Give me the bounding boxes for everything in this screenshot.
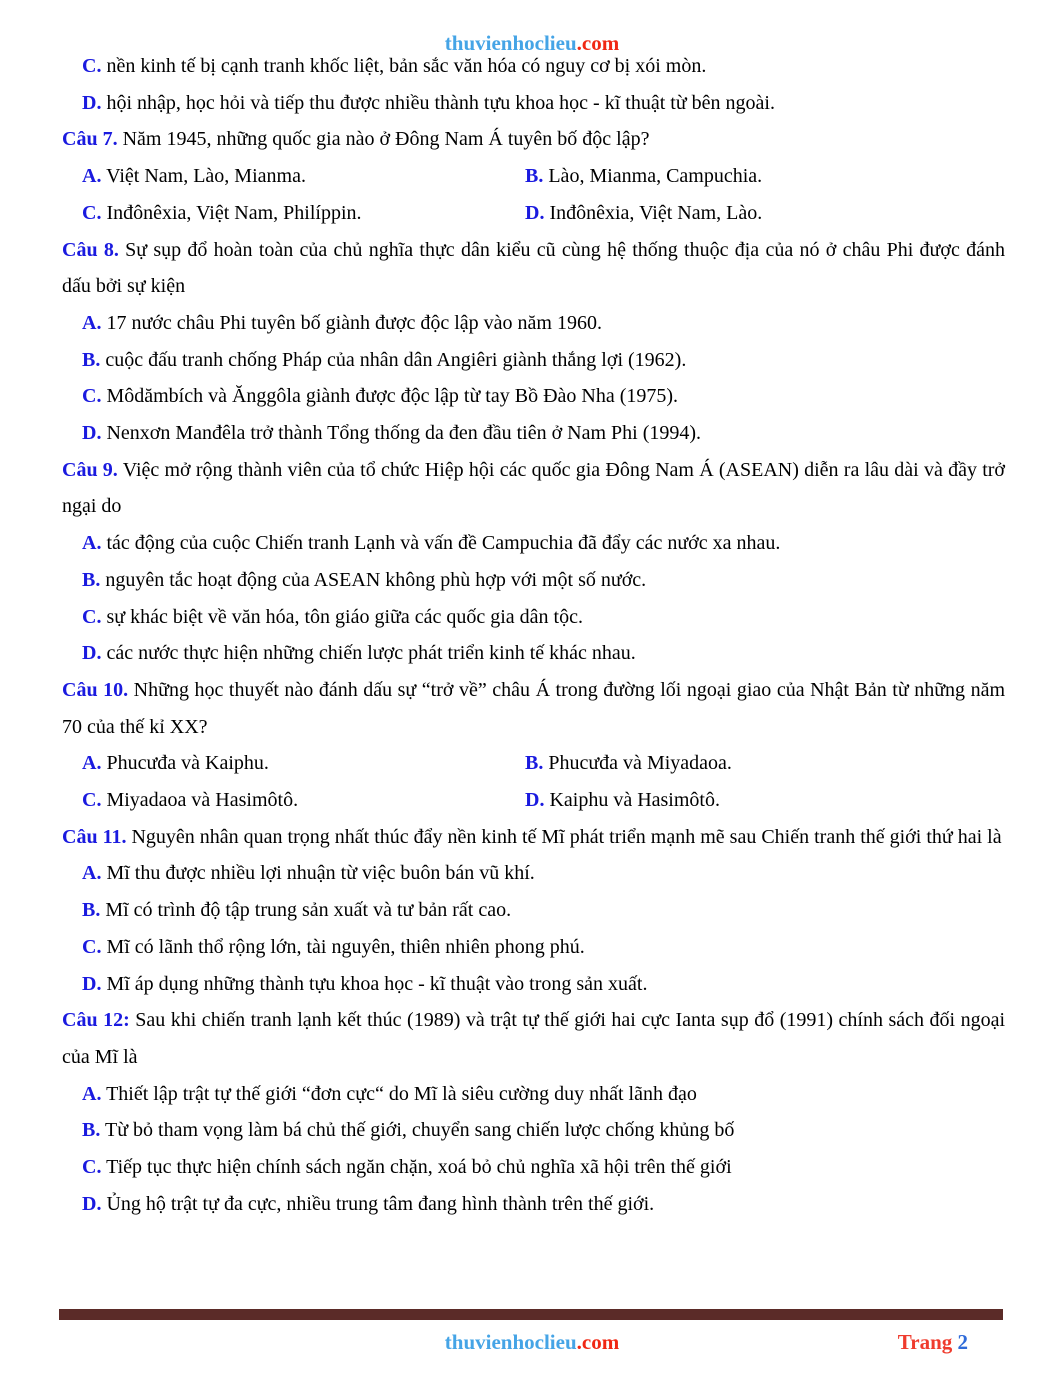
option-text: Môdămbích và Ănggôla giành được độc lập từ tay Bồ Đào Nha (1975). (106, 385, 679, 408)
option-label: B. (525, 165, 544, 188)
options-row (62, 158, 1005, 195)
option-text: Nenxơn Manđêla trở thành Tổng thống da đen đầu tiên ở Nam Phi (1994). (106, 422, 702, 445)
option-text: Inđônêxia, Việt Nam, Lào. (549, 201, 763, 224)
option-label: C. (82, 605, 102, 628)
options-row (62, 195, 1005, 232)
option-label: C. (82, 1156, 102, 1179)
option-line (62, 1076, 1005, 1113)
option-line (62, 342, 1005, 379)
option-label: D. (525, 789, 545, 812)
question (62, 121, 1005, 158)
question-label: Câu 12: (62, 1009, 130, 1032)
option-label: D. (82, 422, 102, 445)
option-line (62, 48, 1005, 85)
question-text: Sau khi chiến tranh lạnh kết thúc (1989) và trật tự thế giới hai cực Ianta sụp đổ (1991) chính sách đối ngoại của Mĩ là (62, 1009, 1005, 1068)
option-line (62, 85, 1005, 122)
page-number-indicator (898, 1330, 968, 1355)
option-text: 17 nước châu Phi tuyên bố giành được độc lập vào năm 1960. (106, 311, 602, 334)
footer-divider-bar (59, 1309, 1003, 1320)
option-label: D. (82, 91, 102, 114)
option-label: B. (82, 348, 101, 371)
option-text: hội nhập, học hỏi và tiếp thu được nhiều thành tựu khoa học - kĩ thuật từ bên ngoài. (106, 91, 775, 114)
options-row (62, 782, 1005, 819)
option-text: Mĩ thu được nhiều lợi nhuận từ việc buôn bán vũ khí. (106, 862, 535, 885)
page-number: 2 (957, 1330, 968, 1354)
option-text: Mĩ có lãnh thổ rộng lớn, tài nguyên, thiên nhiên phong phú. (106, 935, 585, 958)
option-text: Phucưđa và Miyadaoa. (548, 752, 732, 775)
question-label: Câu 8. (62, 238, 119, 261)
option-text: tác động của cuộc Chiến tranh Lạnh và vấn đề Campuchia đã đẩy các nước xa nhau. (106, 532, 781, 555)
question-text: Những học thuyết nào đánh dấu sự “trở về” châu Á trong đường lối ngoại giao của Nhật Bản từ những năm 70 của thế kỉ XX? (62, 678, 1006, 738)
option-label: D. (82, 972, 102, 995)
option-text: cuộc đấu tranh chống Pháp của nhân dân Angiêri giành thắng lợi (1962). (105, 348, 687, 371)
question-label: Câu 7. (62, 128, 118, 151)
question-label: Câu 9. (62, 458, 118, 481)
option-label: B. (82, 1119, 101, 1142)
option-label: A. (82, 752, 102, 775)
option-text: Mĩ có trình độ tập trung sản xuất và tư bản rất cao. (105, 899, 512, 922)
option-line (62, 525, 1005, 562)
site-tld: .com (576, 31, 620, 55)
site-name: thuvienhoclieu (444, 31, 577, 55)
options-row (62, 745, 1005, 782)
question (62, 452, 1005, 525)
option-line (62, 1112, 1005, 1149)
option-line (62, 1149, 1005, 1186)
option-text: nguyên tắc hoạt động của ASEAN không phù hợp với một số nước. (105, 568, 647, 591)
footer-site-name: thuvienhoclieu (444, 1330, 577, 1354)
option-line (525, 195, 1005, 232)
option-line (62, 929, 1005, 966)
option-label: C. (82, 789, 102, 812)
option-label: B. (82, 899, 101, 922)
option-text: Lào, Mianma, Campuchia. (548, 165, 763, 188)
option-line (62, 1186, 1005, 1223)
option-label: A. (82, 165, 102, 188)
option-line (62, 562, 1005, 599)
option-line (62, 635, 1005, 672)
option-text: Phucưđa và Kaiphu. (106, 752, 269, 775)
question (62, 1002, 1005, 1075)
option-text: Kaiphu và Hasimôtô. (549, 789, 720, 812)
option-line (62, 966, 1005, 1003)
question-label: Câu 11. (62, 825, 127, 848)
option-line (62, 415, 1005, 452)
option-label: C. (82, 201, 102, 224)
option-text: sự khác biệt về văn hóa, tôn giáo giữa các quốc gia dân tộc. (106, 605, 583, 628)
option-label: A. (82, 311, 102, 334)
option-label: D. (82, 642, 102, 665)
option-text: Từ bỏ tham vọng làm bá chủ thế giới, chuyển sang chiến lược chống khủng bố (104, 1119, 735, 1142)
option-text: nền kinh tế bị cạnh tranh khốc liệt, bản sắc văn hóa có nguy cơ bị xói mòn. (106, 55, 707, 77)
option-label: A. (82, 862, 102, 885)
option-label: A. (82, 1082, 102, 1105)
option-label: B. (82, 568, 101, 591)
option-text: Inđônêxia, Việt Nam, Philíppin. (106, 201, 362, 224)
option-line (62, 378, 1005, 415)
question-text: Nguyên nhân quan trọng nhất thúc đẩy nền kinh tế Mĩ phát triển mạnh mẽ sau Chiến tranh thế giới thứ hai là (131, 825, 1002, 848)
question-text: Việc mở rộng thành viên của tổ chức Hiệp hội các quốc gia Đông Nam Á (ASEAN) diễn ra lâu dài và đầy trở ngại do (62, 458, 1005, 518)
option-text: Việt Nam, Lào, Mianma. (106, 165, 306, 188)
option-line (82, 745, 525, 782)
question (62, 819, 1005, 856)
option-text: Tiếp tục thực hiện chính sách ngăn chặn, xoá bỏ chủ nghĩa xã hội trên thế giới (106, 1156, 732, 1179)
question-text: Sự sụp đổ hoàn toàn của chủ nghĩa thực dân kiểu cũ cùng hệ thống thuộc địa của nó ở châu Phi được đánh dấu bởi sự kiện (62, 238, 1005, 298)
option-label: D. (82, 1192, 102, 1215)
option-text: Miyadaoa và Hasimôtô. (106, 789, 299, 812)
option-line (62, 305, 1005, 342)
page-label: Trang (897, 1330, 953, 1354)
footer-site-tld: .com (576, 1330, 620, 1354)
question-label: Câu 10. (62, 678, 129, 701)
option-label: B. (525, 752, 544, 775)
option-line (525, 158, 1005, 195)
option-line (82, 158, 525, 195)
option-text: các nước thực hiện những chiến lược phát triển kinh tế khác nhau. (106, 642, 636, 665)
option-text: Thiết lập trật tự thế giới “đơn cực“ do Mĩ là siêu cường duy nhất lãnh đạo (106, 1082, 697, 1105)
question (62, 232, 1005, 305)
option-label: C. (82, 55, 102, 77)
option-label: C. (82, 935, 102, 958)
option-line (82, 195, 525, 232)
option-line (62, 892, 1005, 929)
page-footer (0, 1330, 1064, 1360)
option-label: C. (82, 385, 102, 408)
option-line (525, 745, 1005, 782)
option-text: Ủng hộ trật tự đa cực, nhiều trung tâm đang hình thành trên thế giới. (106, 1192, 655, 1215)
option-line (62, 855, 1005, 892)
question-text: Năm 1945, những quốc gia nào ở Đông Nam Á tuyên bố độc lập? (122, 128, 650, 151)
option-label: D. (525, 201, 545, 224)
question (62, 672, 1005, 745)
option-line (525, 782, 1005, 819)
option-text: Mĩ áp dụng những thành tựu khoa học - kĩ thuật vào trong sản xuất. (106, 972, 648, 995)
document-body (62, 48, 1005, 1223)
option-line (82, 782, 525, 819)
option-label: A. (82, 532, 102, 555)
option-line (62, 599, 1005, 636)
